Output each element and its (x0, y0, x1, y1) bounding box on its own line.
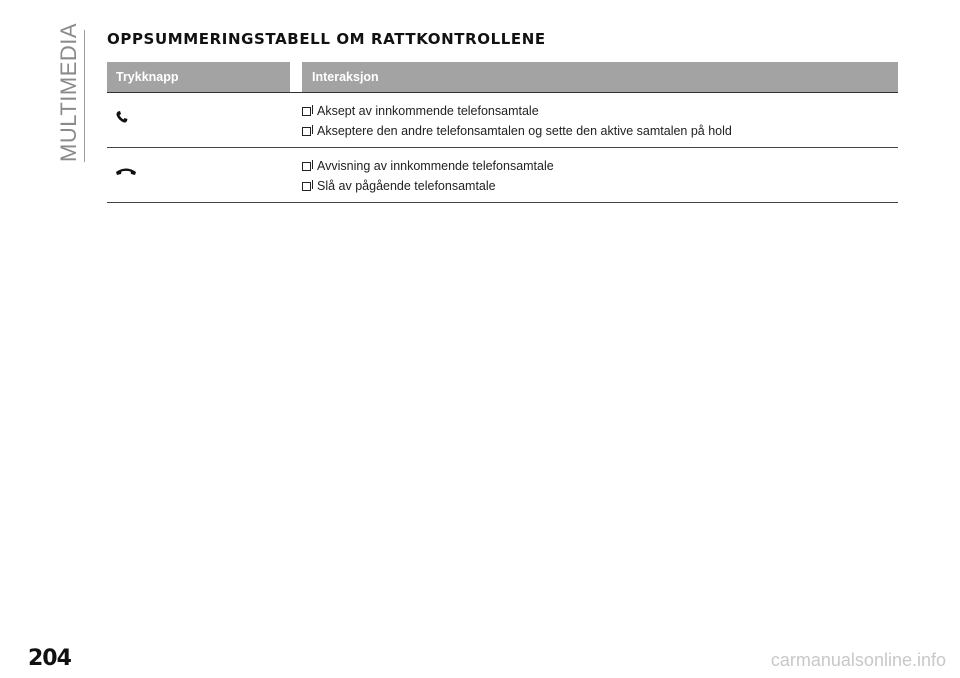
page-number: 204 (28, 646, 71, 671)
header-interaction: Interaksjon (302, 62, 898, 92)
table-row (107, 148, 898, 203)
watermark: carmanualsonline.info (770, 650, 946, 670)
table-row (107, 93, 898, 148)
phone-hangup-icon (115, 166, 137, 178)
header-button: Trykknapp (107, 62, 290, 92)
checkbox-bullet-icon (302, 162, 311, 171)
checkbox-bullet-icon (302, 127, 311, 136)
controls-table (107, 62, 898, 203)
checkbox-bullet-icon (302, 107, 311, 116)
list-item: Akseptere den andre telefonsamtalen og sette den aktive samtalen på hold (302, 121, 898, 141)
page-title: OPPSUMMERINGSTABELL OM RATTKONTROLLENE (107, 30, 546, 48)
checkbox-bullet-icon (302, 182, 311, 191)
list-item: Slå av pågående telefonsamtale (302, 176, 898, 196)
table-header (107, 62, 898, 93)
side-rule (84, 30, 85, 162)
phone-pickup-icon (115, 110, 129, 124)
section-label: MULTIMEDIA (56, 22, 81, 162)
list-item: Avvisning av innkommende telefonsamtale (302, 156, 898, 176)
list-item: Aksept av innkommende telefonsamtale (302, 101, 898, 121)
